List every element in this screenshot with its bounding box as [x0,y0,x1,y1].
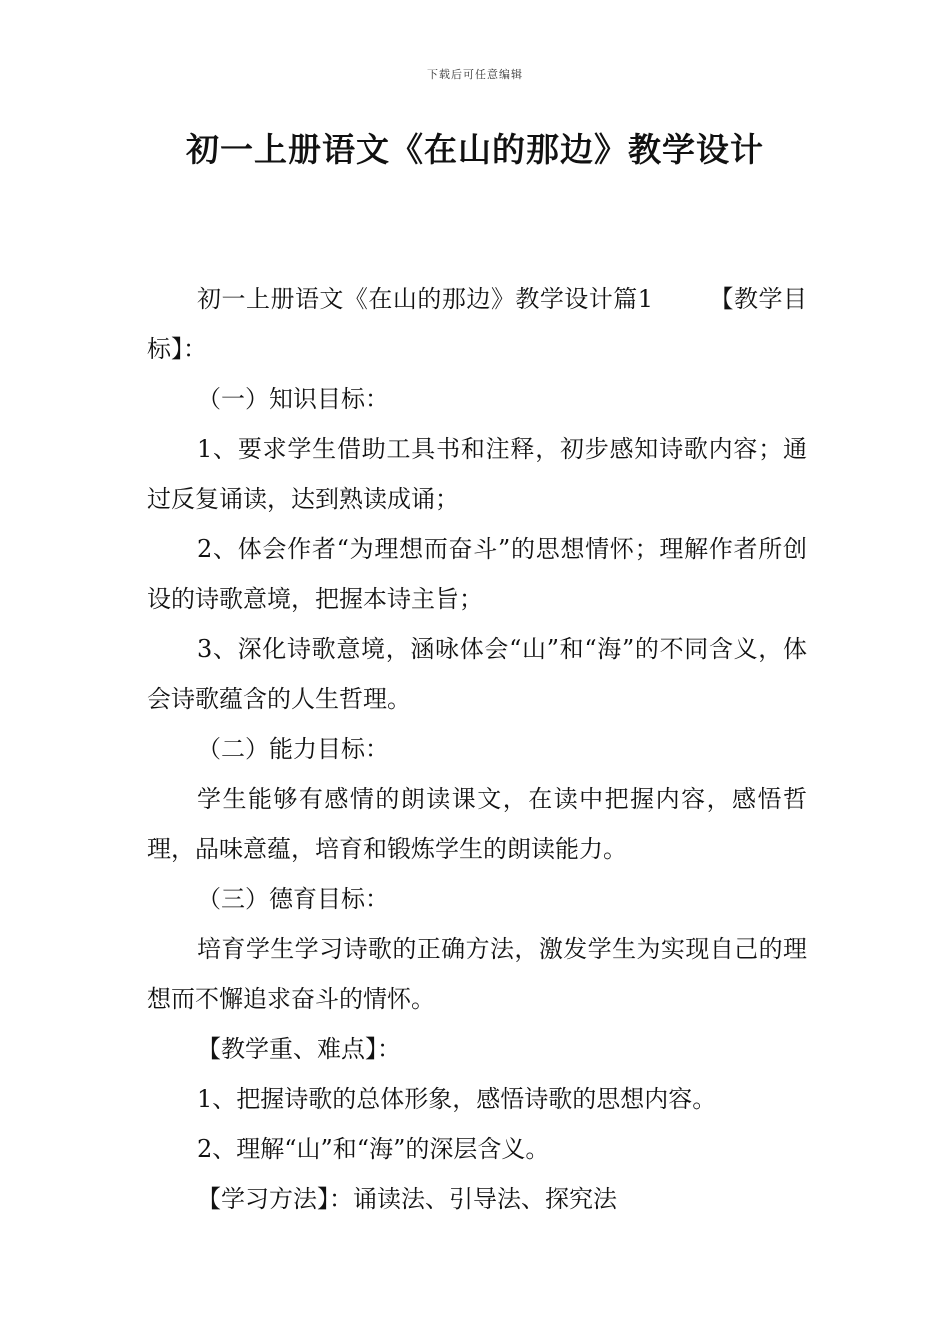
moral-goal-heading: （三）德育目标： [197,885,389,913]
ability-goal-text: 学生能够有感情的朗读课文，在读中把握内容，感悟哲理，品味意蕴，培育和锻炼学生的朗读能力。 [147,785,807,863]
intro-lead: 初一上册语文《在山的那边》教学设计篇1 [197,285,654,313]
document-body [147,274,807,1224]
knowledge-goal-item-3: 3、深化诗歌意境，涵咏体会“山”和“海”的不同含义，体会诗歌蕴含的人生哲理。 [147,635,807,713]
knowledge-goal-item-1: 1、要求学生借助工具书和注释，初步感知诗歌内容；通过反复诵读，达到熟读成诵； [147,435,807,513]
knowledge-goal-item-2: 2、体会作者“为理想而奋斗”的思想情怀；理解作者所创设的诗歌意境，把握本诗主旨； [147,535,807,613]
header-note: 下载后可任意编辑 [427,68,523,81]
key-points-heading: 【教学重、难点】： [197,1035,401,1063]
learning-methods: 【学习方法】：诵读法、引导法、探究法 [197,1185,617,1213]
knowledge-goal-heading: （一）知识目标： [197,385,389,413]
document-title: 初一上册语文《在山的那边》教学设计 [186,130,764,169]
moral-goal-text: 培育学生学习诗歌的正确方法，激发学生为实现自己的理想而不懈追求奋斗的情怀。 [147,935,807,1013]
key-point-2: 2、理解“山”和“海”的深层含义。 [197,1135,550,1163]
ability-goal-heading: （二）能力目标： [197,735,389,763]
key-point-1: 1、把握诗歌的总体形象，感悟诗歌的思想内容。 [197,1085,717,1113]
intro-paragraph [147,274,807,374]
intro-trail: 【教学目标】： [147,285,807,363]
